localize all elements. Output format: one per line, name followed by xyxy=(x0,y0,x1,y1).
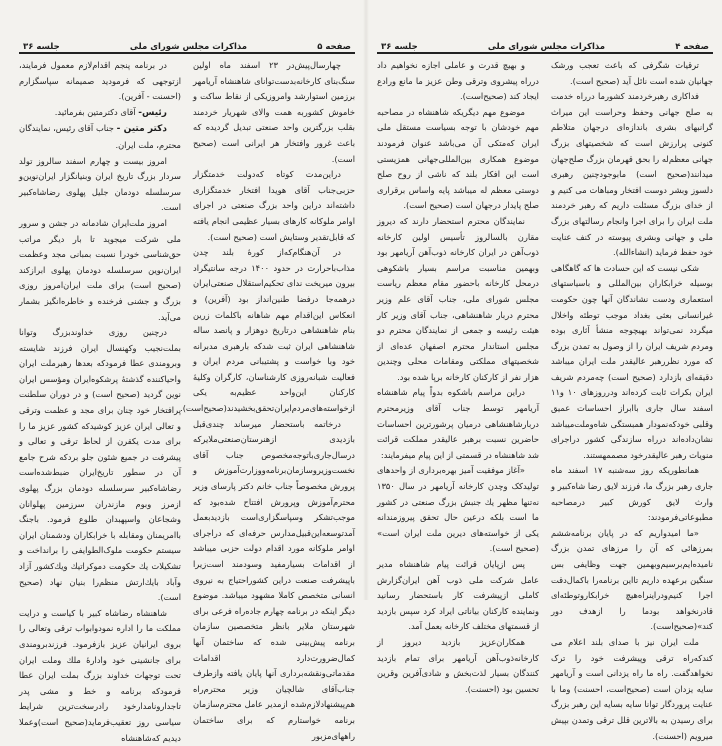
paragraph xyxy=(193,167,355,245)
paragraph-text: آقای دکترمتین بفرمائید. xyxy=(54,106,136,117)
left-column xyxy=(19,58,181,746)
paragraph-text: و بهیچ قدرت و عاملی اجازه نخواهیم داد درراه پیشروی وترقی وطن عزیز ما مانع ورادع ایجاد کند (صحیح‌است). xyxy=(377,60,539,102)
paragraph xyxy=(551,635,713,744)
page-gutter xyxy=(363,0,369,600)
page-header xyxy=(19,38,355,54)
speaker-name: دکتر متین - xyxy=(116,124,167,135)
publication-title: مذاکرات مجلس شورای ملی xyxy=(129,42,248,52)
paragraph xyxy=(551,463,713,525)
paragraph-text: «ما امیدواریم که در پایان برنامه‌ششم بمرزهائی که آن را مرزهای تمدن بزرگ نامیده‌ایم‌برسیم‌وبهمین جهت وظایفی بس سنگین برعهده داریم تااین برنامه‌را باکمال‌دقت اجرا کنیم‌ودراینراه‌هیچ خرابکاروتوطئه‌ای قادرنخواهد بودما را ازهدف دور کند»(صحیح‌است). xyxy=(551,527,713,632)
text-columns xyxy=(19,58,355,746)
paragraph-text: در برنامه پنجم اقدام‌لازم معمول فرمایند، ازتوجهی که فرمودید صمیمانه سپاسگزارم (احسنت - آفرین). xyxy=(19,60,181,102)
paragraph-text: «آغاز موفقیت آمیز بهره‌برداری از واحدهای تولیدکک وچدن کارخانه آریامهر در سال ۱۳۵۰ نه‌تنها مظهر یك جنبش بزرگ صنعتی در کشور ما است بلکه درعین حال تحقق پیروزمندانه یکی از خواسته‌های دیرین ملت ایران است» (صحیح است). xyxy=(377,465,539,554)
right-column xyxy=(180,58,355,746)
paragraph xyxy=(19,216,181,325)
paragraph xyxy=(19,58,181,105)
paragraph-text: درخاتمه باستحضار میرساند چندی‌قبل بازدیدی ازهنرستان‌صنعتی‌ملایرکه درسال‌جاری‌باتوجه‌مخصوص جناب آقای نخست‌وزیروسازمان‌برنامه‌ووزارت‌آموزش و پرورش مخصوصاً جناب خانم دکتر پارسای وزیر محترم‌آموزش وپرورش افتتاح شده‌بود که موجب‌تشکر وسپاسگزاری‌است بازدیدبعمل آمدتوسعه‌این‌قبیل‌مدارس حرفه‌ای که دراجرای اوامر ملوکانه مورد اقدام دولت حزبی میباشد از اقدامات بسیارمفید وسودمند است‌زیرا باپیشرفت صنعت دراین کشوراحتیاج به نیروی انسانی متخصص کاملا مشهود میباشد. موضوع دیگر اینکه در برنامه چهارم جاده‌راه فرعی برای شهرستان ملایر بانظر متخصصین سازمان برنامه پیش‌بینی شده که ساختمان آنها کمال‌ضرورت‌دارد اقدامات مقدماتی‌ونقشه‌برداری آنها پایان یافته وازطرف جناب‌آقای شالچیان وزیر محترم‌راه هم‌پیشنهادلازم‌شده ازمدیر عامل محترم‌سازمان برنامه خواستارم که برای ساختمان راههای‌مزبور xyxy=(193,418,355,741)
left-column xyxy=(377,58,539,744)
paragraph-text: دراین مراسم باشکوه بدواً پیام شاهنشاه آریامهر توسط جناب آقای وزیرمحترم دربارشاهنشاهی درمیان پرشورترین احساسات حاضرین نسبت برهبر عالیقدر مملکت قرائت شد شاهنشاه در قسمتی از این پیام میفرمایند: xyxy=(377,387,539,460)
paragraph-text: نمایندگان محترم استحضار دارند که دیروز مقارن بالسالروز تأسیس اولین کارخانه ذوب‌آهن در ایران کارخانه ذوب‌آهن آریامهر بود وبهمین مناسبت مراسم بسیار باشکوهی درمحل کارخانه باحضور مقام معظم ریاست مجلس شورای ملی، جناب آقای علم وزیر محترم دربار شاهنشاهی، جناب آقای وزیر کار هیئت رئیسه و جمعی از نمایندگان محترم دو مجلس استاندار محترم اصفهان عده‌ای از شخصیتهای مملکتی ومقامات محلی وچندین هزار نفر از کارکنان کارخانه برپا شده بود. xyxy=(377,215,539,382)
paragraph xyxy=(19,606,181,746)
paragraph-text: ملت ایران نیز با صدای بلند اعلام می کندکه‌راه ترقی وپیشرفت خود را ترک نخواهدگفت. راه ما راه یزدانی است و آریامهر سایه یزدان است (صحیح‌است، احسنت) وما با عنایت پروردگار توانا سایه بسایه این رهبر بزرگ برای رسیدن به بالاترین قلل ترقی وتمدن بپیش میرویم (احسنت). xyxy=(551,636,713,741)
publication-title: مذاکرات مجلس شورای ملی xyxy=(487,42,606,52)
paragraph-text: امروز بیست و چهارم اسفند سالروز تولد سردار بزرگ تاریخ ایران وبنیانگزار ایران‌نوین‌و سرسلسله دودمان جلیل پهلوی رضاشاه‌کبیر است. xyxy=(19,155,181,213)
paragraph xyxy=(19,121,181,153)
paragraph xyxy=(377,463,539,557)
right-column xyxy=(551,58,713,744)
paragraph-text: فداکاری رهبرخردمند کشورما درراه خدمت به صلح جهانی وحفظ وحراست این میراث گرانبهای بشری باندازه‌ای درجهان متلاطم کنونی پرارزش است که شخصیتهای بزرگ جهانی معظم‌له را بحق قهرمان بزرگ صلح‌جهان میدانند(صحیح است) مابوجودچنین رهبری دلسوز وبشر دوست افتخار ومباهات می کنیم و از خدای بزرگ مسئلت داریم که رهبر خردمند ملت ایران را برای اجرا وانجام رسالتهای بزرگ ملی و جهانی وبشری پیوسته در کنف عنایت خود حفظ فرماید (انشاءالله). xyxy=(551,91,713,258)
paragraph-text: موضوع مهم دیگریکه شاهنشاه در مصاحبه مهم خودشان با توجه بسیاست مستقل ملی ایران که‌متکی آن می‌باشد عنوان فرمودند موضوع همکاری بین‌المللی‌جهانی همزیستی است این افکار بلند که ناشی از روح صلح دوستی معظم له میباشد پایه واساس برقراری صلح پایدار درجهان است (صحیح است). xyxy=(377,106,539,211)
paragraph xyxy=(19,154,181,216)
page-4 xyxy=(377,38,713,744)
page-header xyxy=(377,38,713,54)
paragraph xyxy=(377,635,539,697)
page-number: صفحه ۴ xyxy=(675,42,709,52)
paragraph-text: جناب آقای رئیس، نمایندگان محترم، ملت ایران. xyxy=(19,123,181,150)
paragraph-text: پس ازپایان قرائت پیام شاهنشاه مدیر عامل شرکت ملی ذوب آهن ایران‌گزارش کاملی ازپیشرفت کار باستحضار رسانید ونماینده کارکنان بیاناتی ایراد کرد سپس بازدید از قسمتهای مختلف کارخانه بعمل آمد. xyxy=(377,559,539,632)
paragraph-text: در آن‌هنگام‌که‌از کورهٔ بلند چدن مذاب‌باحرارت در حدود ۱۴۰۰ درجه سانتیگراد بیرون میریخت ندای تحکیم‌استقلال صنعتی‌ایران درهمه‌جا درفضا طنین‌انداز بود (آفرین) و انعکاس این‌اقدام مهم شاهانه باکلمات زرین بنام شاهنشاهی درتاریخ دوهزار و پانصد ساله شاهنشاهی ایران ثبت شدکه بارهبری مدبرانه خود وبا خواست و پشتیبانی مردم ایران و فعالیت شبانه‌روزی کارشناسان، کارگران وکلیهٔ کارکنان این‌واحد عظیم‌به یکی ازخواسته‌های‌مردم‌ایران‌تحقق‌بخشیدند(صحیح‌است). xyxy=(180,247,355,414)
paragraph xyxy=(551,89,713,261)
session-number: جلسه ۳۶ xyxy=(23,42,60,52)
paragraph-text: همانطوریکه روز سه‌شنبه ۱۷ اسفند ماه جاری رهبر بزرگ ما، فرزند لایق رضا شاه‌کبیر و وارث لایق کورش کبیر درمصاحبه مطبوعاتی‌فرمودند: xyxy=(551,465,713,523)
paragraph xyxy=(193,58,355,167)
paragraph-text: دراین‌مدت کوتاه که‌دولت خدمتگزار حزبی‌جناب آقای هویدا افتخار خدمتگزاری داشته‌اند دراین واحد بزرگ صنعتی در اجرای اوامر ملوکانه کارهای بسیار عظیمی انجام یافته که قابل‌تقدیر وستایش است (صحیح است). xyxy=(193,169,355,242)
paragraph xyxy=(377,557,539,635)
text-columns xyxy=(377,58,713,744)
paragraph-text: شاهنشاه رضاشاه کبیر با کیاست و درایت مملکت ما را اداره نمودوابواب ترقی وتعالی را بروی ایرانیان عزیز بازفرمود. فرزندبرومندی برای جانشینی خود واداره‌ٔ ملك وملت ایران تحت توجهات خداوند بزرگ بملت ایران عطا فرمودکه برنامه و خط و مشی پدر تاجدارو‌نامدارخود رادرسخت‌ترین شرایط سیاسی روز تعقیب‌فرماید(صحیح است)وعملا دیدیم که‌شاهنشاه xyxy=(19,607,181,743)
paragraph-text: امروز ملت‌ایران شادمانه در جشن و سرور ملی شرکت میجوید تا بار دیگر مراتب حق‌شناسی خودرا نسبت بمبانی مجد وعظمت ایران‌نوین سرسلسله دودمان پهلوی ابرازکند (صحیح است) برای ملت ایران‌امروز روزی بزرگ و جشنی فرخنده و خاطره‌انگیز بشمار می‌آید. xyxy=(19,217,181,322)
paragraph xyxy=(377,105,539,214)
paragraph xyxy=(180,245,355,417)
paragraph-text: ترقیات شگرفی که باعث تعجب ورشک جهانیان شده است نائل آید (صحیح است). xyxy=(551,60,713,86)
paragraph xyxy=(551,526,713,635)
paragraph xyxy=(193,417,355,744)
paragraph xyxy=(551,58,713,89)
paragraph xyxy=(377,214,539,386)
paragraph xyxy=(19,105,181,122)
paragraph xyxy=(551,261,713,464)
paragraph-text: همکاران‌عزیز بازدید دیروز از کارخانه‌ذوب‌آهن آریامهر برای تمام بازدید کنندگان بسیار لذت‌بخش و شادی‌آفرین وقرین تحسین بود (احسنت). xyxy=(377,636,539,694)
page-5 xyxy=(19,38,355,746)
paragraph-text: درچنین روزی خداوندبزرگ وتوانا بملت‌نجیب وکهنسال ایران فرزند شایسته وبرومندی عطا فرمودکه بعدها رهبرملت ایران واحیاکننده گذشتهٔ پرشکوه‌ایران ومؤسس ایران نوین گردید (صحیح است) و در دوران سلطنت پرافتخار خود چنان برای مجد و عظمت وترقی و تعالی ایران عزیز کوشیدکه کشور عزیز ما را برای مدت یکقرن از لحاظ ترقی و تعالی و پیشرفت در جمیع شئون جلو بردکه شرح جامع آن در سطور تاریخ‌ایران ضبط‌شده‌است رضاشاه‌کبیر سرسلسله دودمان بزرگ پهلوی ازمرز وبوم مازندران سرزمین پهلوانان وشجاعان واسپهبدان طلوع فرمود. باجنگ باامریمنان ومقابله با خرابکاران ودشمنان ایران سیستم حکومت ملوک‌الطوایفی را برانداخت و تشکیلات یك حکومت دموکراتیك ویك‌کشور آزاد وآباد بایك‌ارتش منظم‌را بنیان نهاد (صحیح است). xyxy=(19,327,181,603)
paragraph-text: چهارسال‌پیش‌در ۲۳ اسفند ماه اولین سنگ‌بنای کارخانه‌بدست‌توانای شاهنشاه آریامهر برزمین استوارشد وامروزیکی از نقاط ساکت و خاموش کشوربه همت والای شهریار خردمند بقلب بزرگترین واحد صنعتی تبدیل گردیده که باعث غرور وافتخار هر ایرانی است (صحیح است). xyxy=(193,60,355,164)
speaker-name: رئیس- xyxy=(138,107,167,118)
paragraph xyxy=(19,325,181,606)
paragraph-text: شکی نیست که این حسادت ها که گاهگاهی بوسیله خرابکاران بین‌المللی و باسیاستهای استعماری ودست نشاندگان آنها چون حکومت غیرانسانی بعثی بغداد موجب توطئه واخلال میگردد نمی‌تواند بهیچوجه منشأ آثاری بوده ومردم شریف ایران را از وصول به تمدن بزرگ که مورد نظررهبر عالیقدر ملت ایران میباشد دقیقه‌ای بازدارد (صحیح است) چه‌مردم شریف ایران بکرات ثابت کرده‌اند ودرروزهای ۱۰ و۱۱ اسفند سال جاری باابراز احساسات عمیق وقلبی خودکه‌نمودار همبستگی شاه‌وملت‌میباشد نشان‌داده‌اند درراه سازندگی کشور دراجرای منویات رهبر عالیقدرخود مصممهستند. xyxy=(551,262,713,460)
session-number: جلسه ۳۶ xyxy=(381,42,418,52)
page-number: صفحه ۵ xyxy=(317,42,351,52)
paragraph xyxy=(377,58,539,105)
paragraph xyxy=(377,385,539,463)
